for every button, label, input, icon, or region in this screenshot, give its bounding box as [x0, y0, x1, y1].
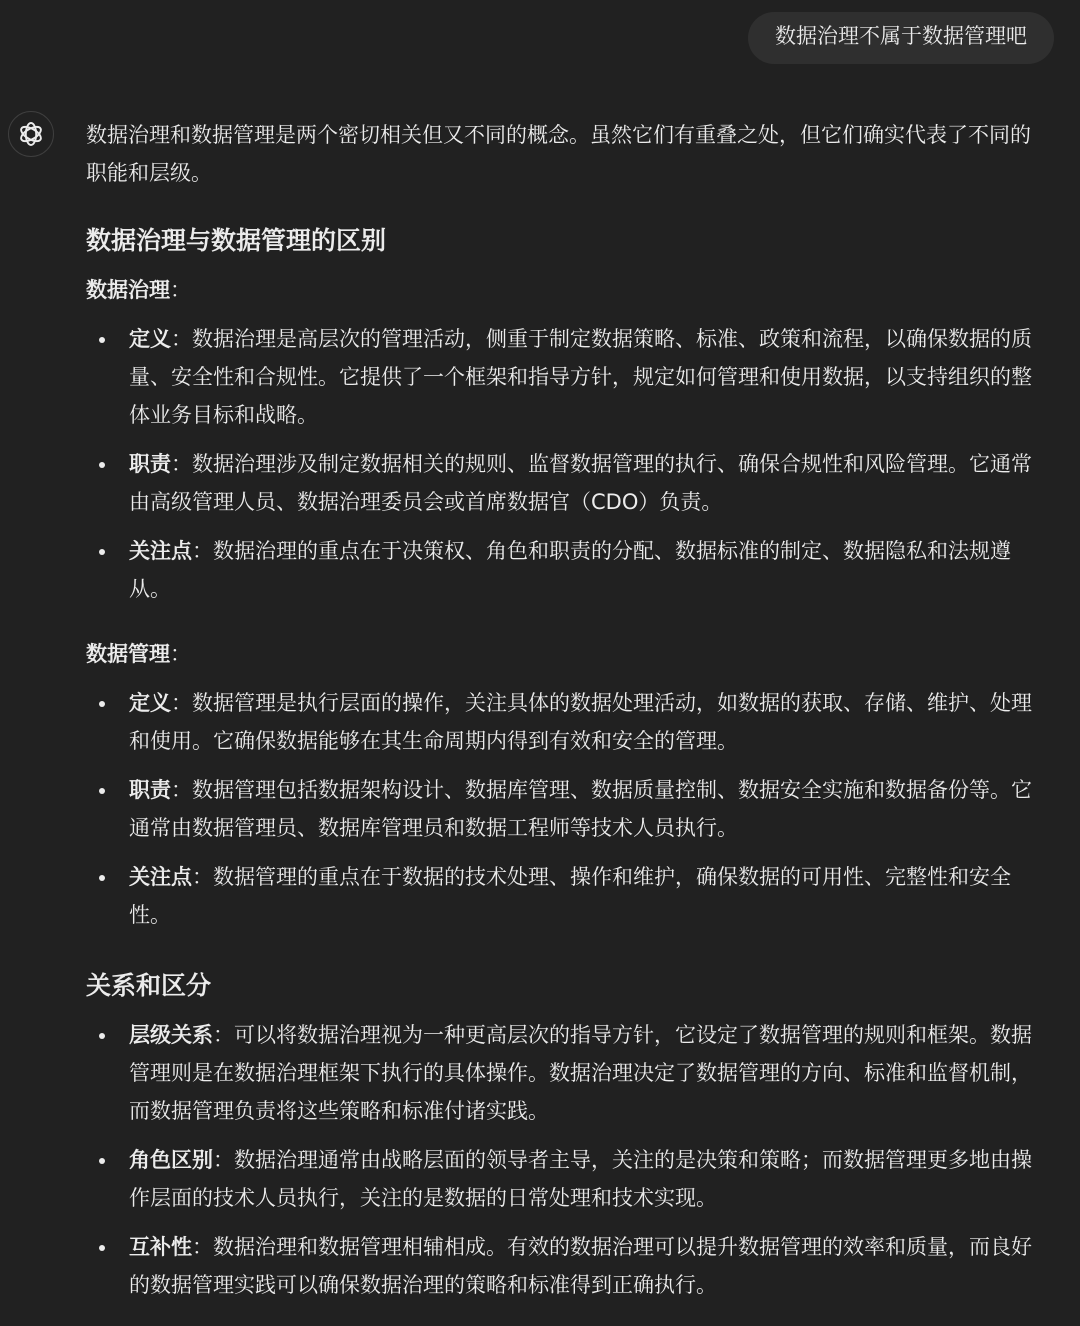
list-item: 定义：数据管理是执行层面的操作，关注具体的数据处理活动，如数据的获取、存储、维护、处理和使用。它确保数据能够在其生命周期内得到有效和安全的管理。 [86, 684, 1046, 760]
list-item: 职责：数据管理包括数据架构设计、数据库管理、数据质量控制、数据安全实施和数据备份等。它通常由数据管理员、数据库管理员和数据工程师等技术人员执行。 [86, 771, 1046, 847]
list-item: 职责：数据治理涉及制定数据相关的规则、监督数据管理的执行、确保合规性和风险管理。它通常由高级管理人员、数据治理委员会或首席数据官（CDO）负责。 [86, 445, 1046, 521]
list-item: 层级关系：可以将数据治理视为一种更高层次的指导方针，它设定了数据管理的规则和框架。数据管理则是在数据治理框架下执行的具体操作。数据治理决定了数据管理的方向、标准和监督机制，而数据管理负责将这些策略和标准付诸实践。 [86, 1016, 1046, 1130]
list-item-term: 关注点 [129, 539, 192, 563]
list-item-term: 职责 [129, 452, 171, 476]
list-item-term: 定义 [129, 691, 171, 715]
list-item-text: 数据管理的重点在于数据的技术处理、操作和维护，确保数据的可用性、完整性和安全性。 [129, 865, 1011, 927]
list-item-term: 关注点 [129, 865, 192, 889]
list-item-term: 互补性 [129, 1235, 192, 1259]
assistant-message [86, 116, 1046, 1315]
intro-paragraph: 数据治理和数据管理是两个密切相关但又不同的概念。虽然它们有重叠之处，但它们确实代表了不同的职能和层级。 [86, 123, 1031, 185]
list-item-term: 角色区别 [129, 1148, 213, 1172]
management-list [86, 684, 1046, 934]
list-item: 关注点：数据管理的重点在于数据的技术处理、操作和维护，确保数据的可用性、完整性和安全性。 [86, 858, 1046, 934]
relationship-list [86, 1016, 1046, 1304]
section-heading-relationship: 关系和区分 [86, 971, 212, 1000]
management-subheading: 数据管理： [86, 642, 191, 666]
governance-list [86, 320, 1046, 608]
user-message-text: 数据治理不属于数据管理吧 [775, 24, 1027, 48]
list-item-term: 层级关系 [129, 1023, 213, 1047]
list-item-text: 数据管理包括数据架构设计、数据库管理、数据质量控制、数据安全实施和数据备份等。它通常由数据管理员、数据库管理员和数据工程师等技术人员执行。 [129, 778, 1032, 840]
governance-subheading: 数据治理： [86, 278, 191, 302]
list-item-text: 数据治理涉及制定数据相关的规则、监督数据管理的执行、确保合规性和风险管理。它通常由高级管理人员、数据治理委员会或首席数据官（CDO）负责。 [129, 452, 1032, 514]
list-item-text: 数据管理是执行层面的操作，关注具体的数据处理活动，如数据的获取、存储、维护、处理和使用。它确保数据能够在其生命周期内得到有效和安全的管理。 [129, 691, 1032, 753]
chatgpt-logo-icon [18, 121, 44, 147]
list-item: 互补性：数据治理和数据管理相辅相成。有效的数据治理可以提升数据管理的效率和质量，而良好的数据管理实践可以确保数据治理的策略和标准得到正确执行。 [86, 1228, 1046, 1304]
list-item-text: 数据治理和数据管理相辅相成。有效的数据治理可以提升数据管理的效率和质量，而良好的数据管理实践可以确保数据治理的策略和标准得到正确执行。 [129, 1235, 1032, 1297]
section-heading-differences: 数据治理与数据管理的区别 [86, 226, 387, 255]
list-item-text: 数据治理是高层次的管理活动，侧重于制定数据策略、标准、政策和流程，以确保数据的质量、安全性和合规性。它提供了一个框架和指导方针，规定如何管理和使用数据，以支持组织的整体业务目标和战略。 [129, 327, 1032, 427]
list-item-term: 定义 [129, 327, 171, 351]
list-item: 关注点：数据治理的重点在于决策权、角色和职责的分配、数据标准的制定、数据隐私和法规遵从。 [86, 532, 1046, 608]
list-item: 角色区别：数据治理通常由战略层面的领导者主导，关注的是决策和策略；而数据管理更多地由操作层面的技术人员执行，关注的是数据的日常处理和技术实现。 [86, 1141, 1046, 1217]
user-message-bubble [748, 12, 1054, 64]
list-item-term: 职责 [129, 778, 171, 802]
list-item-text: 数据治理通常由战略层面的领导者主导，关注的是决策和策略；而数据管理更多地由操作层面的技术人员执行，关注的是数据的日常处理和技术实现。 [129, 1148, 1032, 1210]
assistant-avatar [8, 111, 54, 157]
list-item: 定义：数据治理是高层次的管理活动，侧重于制定数据策略、标准、政策和流程，以确保数据的质量、安全性和合规性。它提供了一个框架和指导方针，规定如何管理和使用数据，以支持组织的整体业务目标和战略。 [86, 320, 1046, 434]
list-item-text: 可以将数据治理视为一种更高层次的指导方针，它设定了数据管理的规则和框架。数据管理则是在数据治理框架下执行的具体操作。数据治理决定了数据管理的方向、标准和监督机制，而数据管理负责将这些策略和标准付诸实践。 [129, 1023, 1032, 1123]
list-item-text: 数据治理的重点在于决策权、角色和职责的分配、数据标准的制定、数据隐私和法规遵从。 [129, 539, 1011, 601]
